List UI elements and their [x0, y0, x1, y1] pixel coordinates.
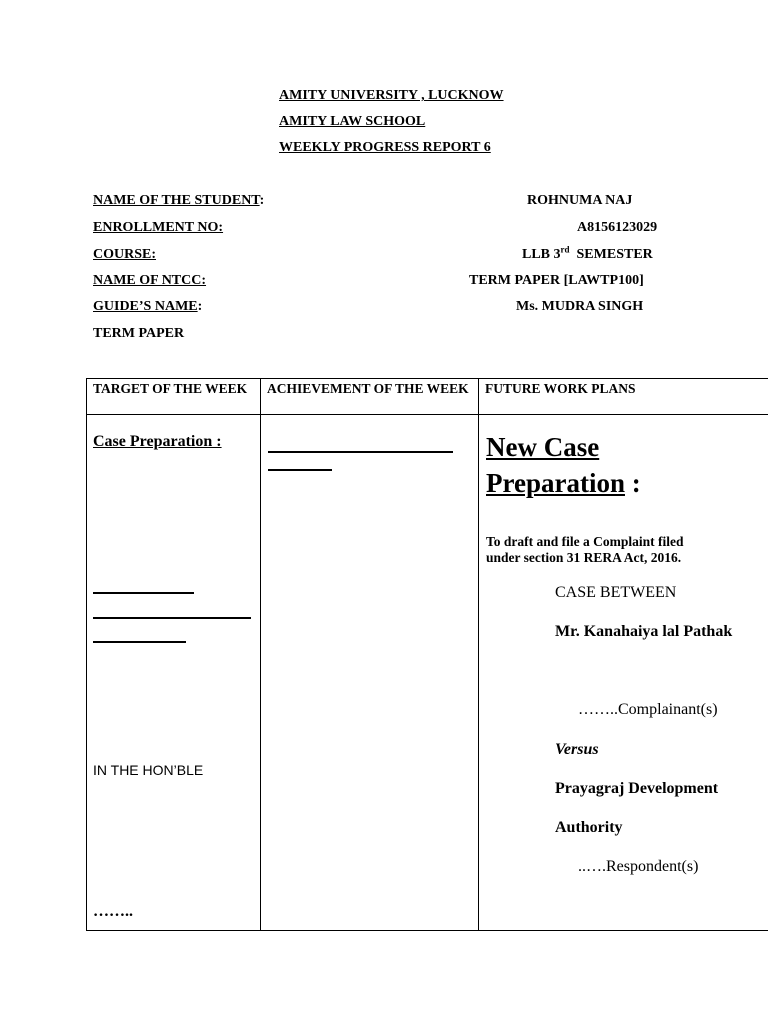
student-name-value: ROHNUMA NAJ: [527, 193, 633, 208]
university-title: AMITY UNIVERSITY , LUCKNOW: [279, 88, 504, 103]
blank-line: [93, 617, 251, 619]
table-col-divider-1: [260, 378, 261, 931]
table-header-border: [86, 414, 768, 415]
ntcc-value: TERM PAPER [LAWTP100]: [469, 273, 644, 288]
enrollment-value: A8156123029: [577, 220, 658, 235]
table-left-border: [86, 378, 87, 931]
new-case-title-line1: New Case: [486, 432, 600, 462]
case-preparation-heading: Case Preparation :: [93, 433, 222, 450]
complainant-name: Mr. Kanahaiya lal Pathak: [555, 623, 733, 640]
court-text: IN THE HON’BLE: [93, 762, 204, 778]
school-title: AMITY LAW SCHOOL: [279, 114, 426, 129]
header-future: FUTURE WORK PLANS: [485, 381, 636, 396]
task-description-line1: To draft and file a Complaint filed: [486, 534, 684, 549]
header-target: TARGET OF THE WEEK: [93, 381, 248, 396]
versus-text: Versus: [555, 741, 599, 758]
enrollment-label: ENROLLMENT NO:: [93, 220, 224, 235]
blank-line: [93, 641, 186, 643]
course-label: COURSE:: [93, 247, 157, 262]
term-paper-label: TERM PAPER: [93, 326, 185, 341]
report-title: WEEKLY PROGRESS REPORT 6: [279, 140, 491, 155]
respondent-role: ..….Respondent(s): [578, 858, 699, 875]
guide-label: GUIDE’S NAME:: [93, 299, 203, 314]
student-name-label: NAME OF THE STUDENT:: [93, 193, 265, 208]
case-between-text: CASE BETWEEN: [555, 584, 677, 601]
table-bottom-border: [86, 930, 768, 931]
course-value: LLB 3rd SEMESTER: [522, 244, 653, 262]
guide-value: Ms. MUDRA SINGH: [516, 299, 644, 314]
blank-line: [93, 592, 194, 594]
table-col-divider-2: [478, 378, 479, 931]
blank-line: [268, 451, 453, 453]
table-top-border: [86, 378, 768, 379]
blank-line: [268, 469, 332, 471]
header-achievement: ACHIEVEMENT OF THE WEEK: [267, 381, 469, 396]
respondent-name-line2: Authority: [555, 819, 623, 836]
complainant-role: ……..Complainant(s): [578, 701, 718, 718]
ntcc-label: NAME OF NTCC:: [93, 273, 207, 288]
new-case-title-line2: Preparation :: [486, 468, 641, 498]
task-description-line2: under section 31 RERA Act, 2016.: [486, 550, 682, 565]
target-ellipsis: ……..: [93, 903, 133, 920]
respondent-name-line1: Prayagraj Development: [555, 780, 719, 797]
